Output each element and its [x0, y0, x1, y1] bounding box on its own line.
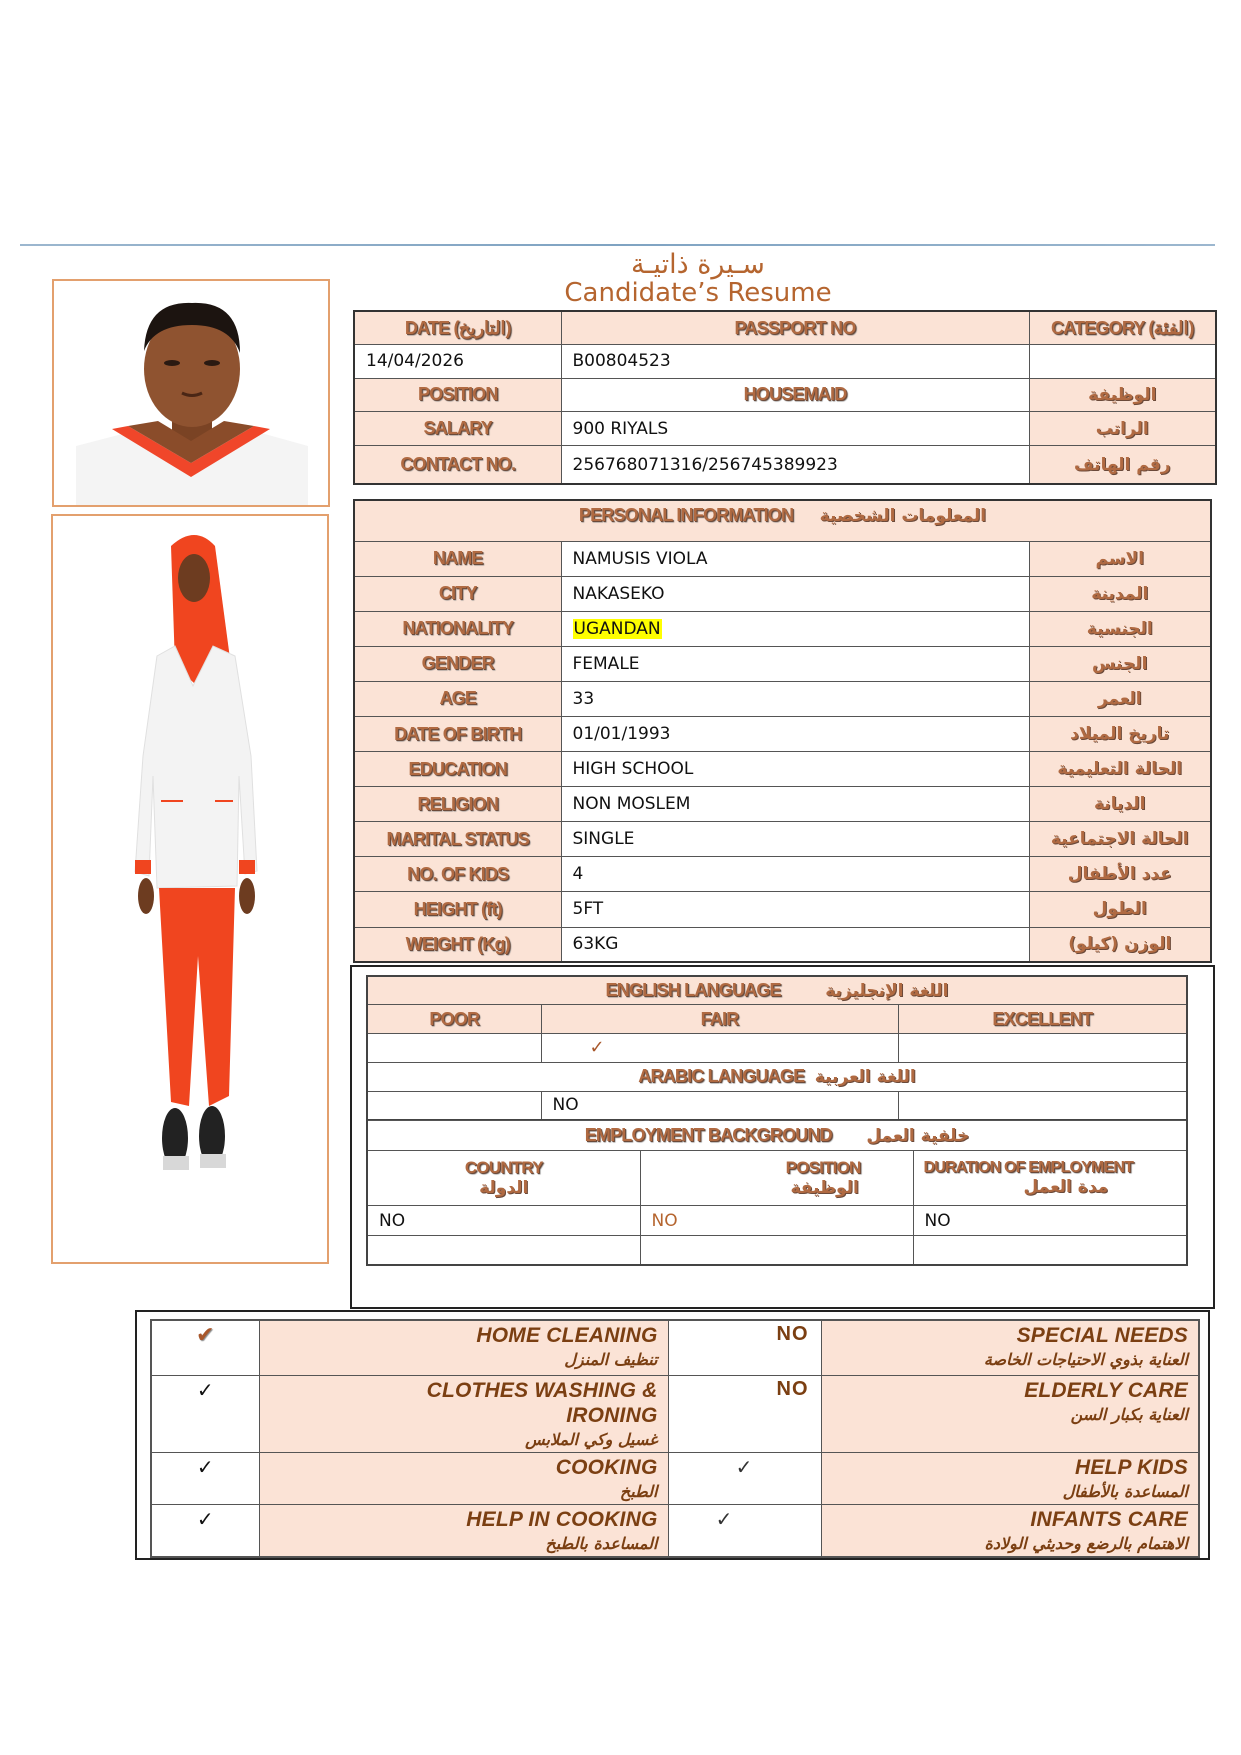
employment-title-arabic: خلفية العمل [866, 1126, 970, 1146]
personal-info-header-row [354, 500, 1211, 541]
full-body-image-icon [53, 516, 327, 1262]
duration-label: DURATION OF EMPLOYMENT [923, 1159, 1134, 1176]
contact-label: CONTACT NO. [354, 445, 561, 484]
emp-duration-value: NO [913, 1206, 1187, 1236]
salary-value: 900 RIYALS [561, 412, 1029, 446]
salary-label: SALARY [354, 412, 561, 446]
city-row [354, 576, 1211, 611]
gender-row [354, 646, 1211, 681]
gender-value: FEMALE [561, 646, 1029, 681]
weight-row [354, 927, 1211, 962]
education-label-arabic: الحالة التعليمية [1029, 752, 1211, 787]
skill-infants-care [821, 1504, 1199, 1557]
english-values-row [367, 1034, 1187, 1063]
height-label: HEIGHT (ft) [354, 892, 561, 927]
emp-position-label: POSITION [785, 1158, 861, 1177]
emp-empty-cell [367, 1236, 640, 1265]
summary-value-row [354, 345, 1216, 379]
kids-row [354, 857, 1211, 892]
skill-label-arabic: المساعدة بالطبخ [545, 1533, 658, 1553]
city-value: NAKASEKO [561, 576, 1029, 611]
dob-value: 01/01/1993 [561, 716, 1029, 751]
height-value: 5FT [561, 892, 1029, 927]
age-label-arabic: العمر [1029, 681, 1211, 716]
weight-label: WEIGHT (Kg) [354, 927, 561, 962]
skill-label-arabic: غسيل وكي الملابس [525, 1429, 658, 1449]
salary-row [354, 412, 1216, 446]
name-label: NAME [354, 541, 561, 576]
emp-position-label-arabic: الوظيفة [790, 1178, 859, 1198]
nationality-value: UGANDAN [573, 618, 661, 639]
position-header [640, 1151, 913, 1206]
education-label: EDUCATION [354, 752, 561, 787]
emp-empty-cell [640, 1236, 913, 1265]
nationality-label: NATIONALITY [354, 611, 561, 646]
weight-label-arabic: الوزن (كيلو) [1029, 927, 1211, 962]
header-divider [20, 244, 1215, 246]
marital-status-label: MARITAL STATUS [354, 822, 561, 857]
fair-value-cell [541, 1034, 898, 1063]
skill-label: HELP IN COOKING [466, 1507, 658, 1531]
english-title-arabic: اللغة الإنجليزية [825, 981, 949, 1002]
gender-label: GENDER [354, 646, 561, 681]
marital-status-row [354, 822, 1211, 857]
employment-row-empty [367, 1236, 1187, 1265]
gender-label-arabic: الجنس [1029, 646, 1211, 681]
arabic-title-cell [367, 1062, 1187, 1091]
skill-cooking [259, 1452, 668, 1504]
nationality-value-cell [561, 611, 1029, 646]
contact-row [354, 445, 1216, 484]
marital-status-value: SINGLE [561, 822, 1029, 857]
category-value [1029, 345, 1216, 379]
salary-label-arabic: الراتب [1029, 412, 1216, 446]
city-label: CITY [354, 576, 561, 611]
dob-row [354, 716, 1211, 751]
city-label-arabic: المدينة [1029, 576, 1211, 611]
personal-info-table [353, 499, 1212, 963]
check-icon: ✓ [589, 1037, 605, 1059]
check-icon: ✓ [151, 1375, 259, 1452]
nationality-label-arabic: الجنسية [1029, 611, 1211, 646]
skill-label-arabic: تنظيف المنزل [564, 1350, 658, 1369]
skill-label: ELDERLY CARE [1024, 1378, 1188, 1402]
summary-table [353, 310, 1217, 485]
portrait-photo [52, 279, 330, 507]
skill-help-kids [821, 1452, 1199, 1504]
personal-info-title: PERSONAL INFORMATION [578, 505, 794, 525]
country-label: COUNTRY [464, 1158, 543, 1177]
skill-label-arabic: الاهتمام بالرضع وحديثي الولادة [984, 1533, 1188, 1553]
kids-value: 4 [561, 857, 1029, 892]
check-icon: ✓ [668, 1452, 821, 1504]
skill-label-arabic: الطبخ [619, 1481, 658, 1501]
skill-label: HOME CLEANING [476, 1324, 658, 1347]
english-levels-row [367, 1005, 1187, 1034]
skill-label: HELP KIDS [1074, 1455, 1188, 1479]
language-table [366, 975, 1188, 1121]
age-label: AGE [354, 681, 561, 716]
skill-label: INFANTS CARE [1030, 1507, 1188, 1531]
employment-title-row [367, 1121, 1187, 1151]
employment-header-row [367, 1151, 1187, 1206]
contact-label-arabic: رقم الهاتف [1029, 445, 1216, 484]
arabic-title-arabic: اللغة العربية [814, 1067, 916, 1088]
skill-label-arabic: العناية بكبار السن [1070, 1404, 1188, 1424]
skill-help-in-cooking [259, 1504, 668, 1557]
skill-label-arabic: العناية بذوي الاحتياجات الخاصة [983, 1350, 1188, 1369]
employment-title-cell [367, 1121, 1187, 1151]
religion-row [354, 787, 1211, 822]
emp-position-value: NO [640, 1206, 913, 1236]
education-value: HIGH SCHOOL [561, 752, 1029, 787]
position-value: HOUSEMAID [561, 378, 1029, 412]
employment-table [366, 1120, 1188, 1266]
position-label-arabic: الوظيفة [1029, 378, 1216, 412]
skill-label-arabic: المساعدة بالأطفال [1062, 1481, 1188, 1501]
level-poor: POOR [367, 1005, 541, 1034]
skill-value: NO [668, 1320, 821, 1375]
name-value: NAMUSIS VIOLA [561, 541, 1029, 576]
kids-label: NO. OF KIDS [354, 857, 561, 892]
age-row [354, 681, 1211, 716]
country-header [367, 1151, 640, 1206]
personal-info-title-arabic: المعلومات الشخصية [819, 506, 987, 526]
employment-title: EMPLOYMENT BACKGROUND [584, 1125, 832, 1145]
position-label: POSITION [354, 378, 561, 412]
full-body-photo [51, 514, 329, 1264]
excellent-value [898, 1034, 1187, 1063]
skill-row [151, 1375, 1199, 1452]
kids-label-arabic: عدد الأطفال [1029, 857, 1211, 892]
religion-label-arabic: الديانة [1029, 787, 1211, 822]
dob-label-arabic: تاريخ الميلاد [1029, 716, 1211, 751]
name-label-arabic: الاسم [1029, 541, 1211, 576]
education-row [354, 752, 1211, 787]
check-icon: ✓ [668, 1504, 821, 1557]
skill-value: NO [668, 1375, 821, 1452]
height-row [354, 892, 1211, 927]
skill-label: SPECIAL NEEDS [1016, 1324, 1188, 1347]
country-label-arabic: الدولة [479, 1178, 529, 1198]
summary-header-row [354, 311, 1216, 345]
religion-label: RELIGION [354, 787, 561, 822]
skill-home-cleaning [259, 1320, 668, 1375]
personal-info-title-cell [354, 500, 1211, 541]
skill-clothes-washing [259, 1375, 668, 1452]
check-icon: ✓ [151, 1452, 259, 1504]
check-icon: ✓ [151, 1504, 259, 1557]
religion-value: NON MOSLEM [561, 787, 1029, 822]
level-excellent: EXCELLENT [898, 1005, 1187, 1034]
emp-empty-cell [913, 1236, 1187, 1265]
position-row [354, 378, 1216, 412]
english-title-row [367, 976, 1187, 1005]
passport-value: B00804523 [561, 345, 1029, 379]
date-header: DATE (التاريخ) [354, 311, 561, 345]
skill-row [151, 1504, 1199, 1557]
level-fair: FAIR [541, 1005, 898, 1034]
marital-status-label-arabic: الحالة الاجتماعية [1029, 822, 1211, 857]
duration-label-arabic: مدة العمل [1023, 1177, 1109, 1197]
skills-table [150, 1319, 1200, 1558]
arabic-value: NO [541, 1091, 898, 1120]
emp-country-value: NO [367, 1206, 640, 1236]
skill-elderly-care [821, 1375, 1199, 1452]
arabic-title-row [367, 1062, 1187, 1091]
portrait-image-icon [54, 281, 328, 505]
skill-label: CLOTHES WASHING & IRONING [426, 1378, 658, 1427]
name-row [354, 541, 1211, 576]
english-title: ENGLISH LANGUAGE [605, 980, 781, 1001]
check-icon: ✔ [151, 1320, 259, 1375]
page-title: Candidate’s Resume [564, 278, 832, 308]
height-label-arabic: الطول [1029, 892, 1211, 927]
nationality-row [354, 611, 1211, 646]
page-title-arabic: سـيرة ذاتيـة [631, 249, 765, 280]
employment-row [367, 1206, 1187, 1236]
arabic-empty-cell-2 [898, 1091, 1187, 1120]
skill-row [151, 1320, 1199, 1375]
arabic-values-row [367, 1091, 1187, 1120]
english-title-cell [367, 976, 1187, 1005]
contact-value: 256768071316/256745389923 [561, 445, 1029, 484]
category-header: CATEGORY (الفئة) [1029, 311, 1216, 345]
passport-header: PASSPORT NO [561, 311, 1029, 345]
skill-special-needs [821, 1320, 1199, 1375]
skill-label: COOKING [555, 1455, 658, 1479]
skill-row [151, 1452, 1199, 1504]
arabic-empty-cell [367, 1091, 541, 1120]
weight-value: 63KG [561, 927, 1029, 962]
arabic-title: ARABIC LANGUAGE [638, 1066, 805, 1087]
duration-header [913, 1151, 1187, 1206]
date-value: 14/04/2026 [354, 345, 561, 379]
poor-value [367, 1034, 541, 1063]
age-value: 33 [561, 681, 1029, 716]
dob-label: DATE OF BIRTH [354, 716, 561, 751]
